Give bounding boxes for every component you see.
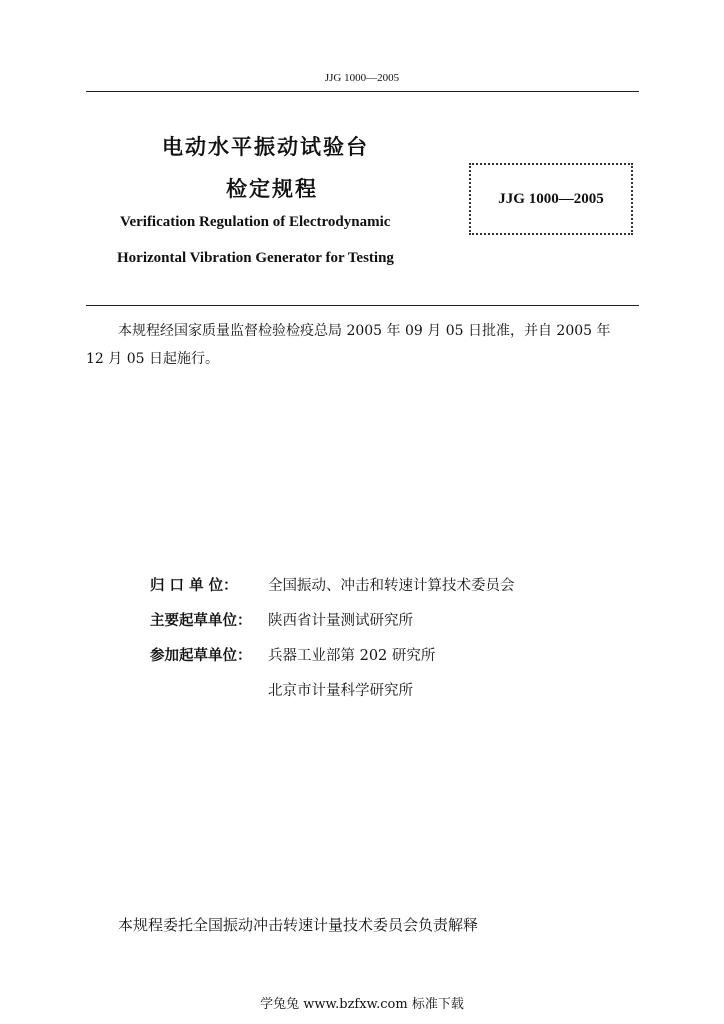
title-en-line2: Horizontal Vibration Generator for Testing	[117, 250, 394, 266]
interpretation-note: 本规程委托全国振动冲击转速计量技术委员会负责解释	[118, 916, 479, 934]
approval-line1: 本规程经国家质量监督检验检疫总局 2005 年 09 月 05 日批准，并自 2005 年	[118, 323, 611, 339]
unit-row-responsible	[150, 574, 515, 595]
unit-row-participating-2	[150, 679, 413, 700]
standard-code: JJG 1000—2005	[498, 190, 604, 207]
unit-value: 北京市计量科学研究所	[268, 683, 413, 699]
unit-value: 陕西省计量测试研究所	[268, 613, 413, 629]
title-en-line1: Verification Regulation of Electrodynamic	[120, 214, 391, 230]
unit-label: 归 口 单 位：	[150, 578, 238, 594]
title-cn-line1: 电动水平振动试验台	[162, 135, 369, 159]
title-cn-line2: 检定规程	[226, 177, 318, 201]
unit-label: 参加起草单位：	[150, 648, 252, 664]
approval-line2: 12 月 05 日起施行。	[86, 351, 219, 367]
unit-label: 主要起草单位：	[150, 613, 252, 629]
unit-row-participating	[150, 644, 435, 665]
header-code: JJG 1000—2005	[324, 72, 400, 84]
title-divider	[86, 305, 639, 306]
unit-row-main-drafter	[150, 609, 413, 630]
unit-value: 兵器工业部第 202 研究所	[268, 648, 436, 664]
header-divider	[86, 91, 639, 92]
watermark-text: 学兔兔 www.bzfxw.com 标准下载	[260, 997, 464, 1012]
standard-code-box	[469, 163, 633, 235]
unit-value: 全国振动、冲击和转速计算技术委员会	[268, 578, 515, 594]
